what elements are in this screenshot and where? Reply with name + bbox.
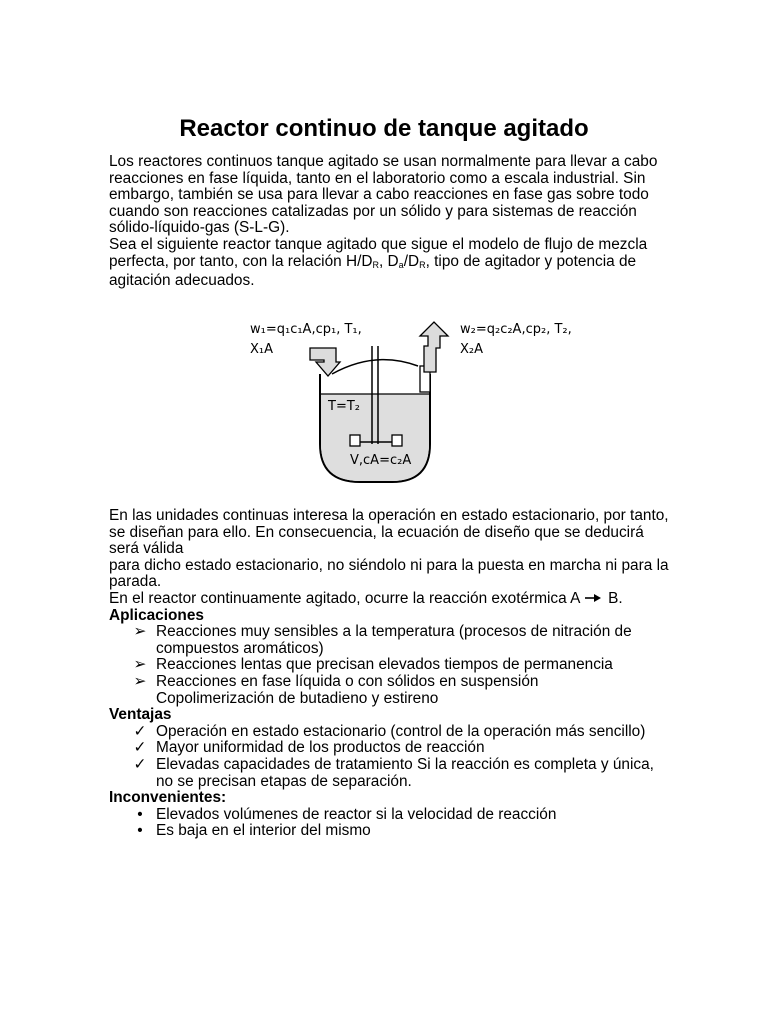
aplicaciones-heading: Aplicaciones (109, 606, 204, 624)
section2-paragraph-1: En las unidades continuas interesa la operación en estado estacionario, por tanto, se diseñan para ello. En consecuencia, la ecuación de diseño que se deducirá será válida (109, 507, 669, 558)
list-item: ➢ Reacciones muy sensibles a la temperatura (procesos de nitración de compuestos aromáticos) (133, 623, 632, 657)
outlet-arrow (420, 322, 448, 372)
outlet-conversion-label: X₂A (460, 342, 484, 357)
list-item: ✓ Mayor uniformidad de los productos de reacción (133, 739, 485, 757)
main-section (109, 508, 669, 840)
arrow-bullet-icon: ➢ (133, 623, 147, 641)
ventajas-list (109, 724, 669, 790)
reactor-lid (332, 360, 418, 374)
check-icon: ✓ (133, 739, 147, 757)
bullet-icon: • (137, 805, 143, 823)
list-item: • Es baja en el interior del mismo (109, 823, 669, 840)
ventajas-heading: Ventajas (109, 706, 172, 724)
page-title: Reactor continuo de tanque agitado (179, 115, 589, 142)
check-icon: ✓ (133, 722, 147, 740)
list-item: ✓ Elevadas capacidades de tratamiento Si la reacción es completa y única, no se precisan etapas de separación. (133, 755, 654, 790)
list-item: ➢ Reacciones lentas que precisan elevados tiempos de permanencia (133, 656, 613, 674)
reaction-arrow-icon (584, 593, 604, 603)
reactor-diagram (248, 316, 572, 492)
check-icon: ✓ (133, 755, 147, 773)
intro-paragraph-2: Sea el siguiente reactor tanque agitado que sigue el modelo de flujo de mezcla perfecta, por tanto, con la relación $H/D_R$, $D_a/D_R$, tipo de agitador y potencia de agitación adecuados. (109, 235, 648, 290)
list-item: ➢ Reacciones en fase líquida o con sólidos en suspensión Copolimerización de butadieno y estireno (133, 672, 539, 707)
aplicaciones-list (109, 624, 669, 707)
temperature-label: T=T₂ (328, 399, 360, 414)
intro-section (109, 154, 669, 290)
bullet-icon: • (137, 822, 143, 840)
outlet-label: w₂=q₂c₂A,cp₂, T₂, (460, 322, 572, 337)
list-item: • Elevados volúmenes de reactor si la velocidad de reacción (109, 807, 669, 824)
arrow-bullet-icon: ➢ (133, 672, 147, 690)
volume-label: V,cA=c₂A (350, 453, 412, 468)
inconvenientes-list (109, 807, 669, 840)
inconvenientes-heading: Inconvenientes: (109, 789, 227, 807)
inlet-conversion-label: X₁A (250, 342, 274, 357)
arrow-bullet-icon: ➢ (133, 656, 147, 674)
inlet-label: w₁=q₁c₁A,cp₁, T₁, (250, 322, 362, 337)
section2-paragraph-2: para dicho estado estacionario, no siéndolo ni para la puesta en marcha ni para la parada. (109, 556, 669, 591)
intro-paragraph-1: Los reactores continuos tanque agitado se usan normalmente para llevar a cabo reacciones en fase líquida, tanto en el laboratorio como a escala industrial. Sin embargo, también se usa para llevar a cabo reacciones en fase gas sobre todo cuando son reacciones catalizadas por un sólido y para sistemas de reacción sólido-líquido-gas (S-L-G). (109, 153, 658, 237)
list-item: ✓ Operación en estado estacionario (control de la operación más sencillo) (133, 722, 646, 740)
reaction-line: En el reactor continuamente agitado, ocurre la reacción exotérmica A B. (109, 589, 623, 607)
